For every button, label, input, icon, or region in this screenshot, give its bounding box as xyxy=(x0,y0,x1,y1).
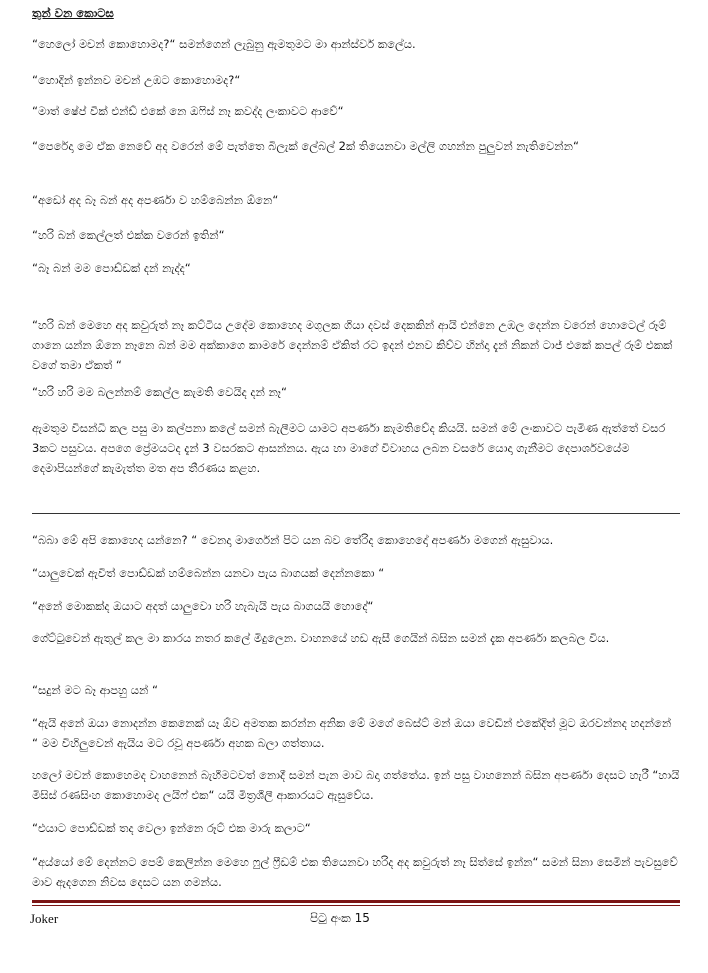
paragraph: “හරි බන් මෙහෙ අද කවුරුත් නෑ කට්ටිය උදේම කොහෙද මගුලක ගියා දවස් දෙකකින් ආයි එන්නෙ උඹල දෙන්න වරෙන් හොටෙල් රූම් ගානෙ යන්න ඕනෙ නෑනෙ බන් මම අක්කාගෙ කාමරේ දෙන්නම් ඒකිත් රට ඉදන් එනව කිව්ව හින්දා දැන් නිකන් ටාජ් එකේ කපල් රූම් එකක් වගේ තමා ඒකත් “ xyxy=(32,318,673,372)
section-divider xyxy=(32,513,680,514)
paragraph: “බෑ බන් මම පොඩ්ඩක් දන් නැද්ද“ xyxy=(32,261,191,275)
paragraph: ගේට්ටුවෙන් ඇතුල් කල මා කාරය නතර කලේ මිදුලෙන. වාහනයේ හඩ ඇසී ගෙයින් බසින සමන් දැක අපර්ණා කලබල විය. xyxy=(32,631,610,645)
paragraph: හලෝ මචන් කොහෙමද වාහනෙන් බැහීමටවත් නොදී සමන් පැන මාව බදා ගත්තේය. ඉන් පසු වාහනෙන් බසින අපර්ණා දෙසට හැරී “හායි මිසිස් රණසිංහ කොහොමද ලයිෆ් එක“ යයි මිත්‍රශීලී ආකාරයට ඇසුවේය. xyxy=(32,768,680,802)
paragraph: “හරි බන් කෙල්ලත් එක්ක වරෙන් ඉතින්“ xyxy=(32,228,225,242)
paragraph: “එයාට පොඩ්ඩක් තද වෙලා ඉන්නෙ රූට් එක මාරු කලාට“ xyxy=(32,821,311,835)
section-heading: තුන් වන කොටස xyxy=(32,6,114,20)
paragraph: “යාලුවෙක් ඇවිත් පොඩ්ඩක් හම්බෙන්න යනවා පැය බාගයක් දෙන්නකො “ xyxy=(32,566,385,580)
paragraph: ඇමතුම විසන්ධි කල පසු මා කල්පනා කලේ සමන් බැලීමට යාමට අපර්ණා කැමතිවේද කියයි. සමන් මේ ලංකාවට පැමිණ ඇත්තේ වසර 3කට පසුවය. අපගෙ ප්‍රේමයටද දැන් 3 වසරකට ආසන්නය. ඇය හා මාගේ විවාහය ලබන වසරේ යොදා ගැනීමට දෙපාර්ශවයේම දෙමාපියන්ගේ කැමැත්ත මත අප තීරණය කළහ. xyxy=(32,421,666,475)
footer-author: Joker xyxy=(30,911,59,926)
footer-rule-thin xyxy=(32,905,680,906)
paragraph: “බබා මේ අපි කොහෙද යන්නෙ? “ වෙනදා මාර්ගෙන් පිට යන බව තේරිද කොහෙදෝ අපර්ණා මගෙන් ඇසුවාය. xyxy=(32,533,554,547)
paragraph: “හරි හරි මම බලන්නම් කෙල්ල කැමති වෙයිද දන් නෑ“ xyxy=(32,385,287,399)
paragraph: “ඇයි අනේ ඔයා නොදන්න කෙනෙක් යෑ ඕව අමතක කරන්න අනික මේ මගේ බෙස්ට් මන් ඔයා වෙඩින් එකේදිත් මූට ඔරවන්නද හදන්නේ “ මම විහිලුවෙන් ඇයිය මට රවූ අපර්ණා අහක බලා ගත්තාය. xyxy=(32,716,672,750)
paragraph: “අඩෝ අද බෑ බන් අද අපර්ණා ව හම්බෙන්න ඕනෙ“ xyxy=(32,193,279,207)
paragraph: “අය්යෝ මේ දෙන්නට පෙම් කෙලින්න මෙහෙ ෆුල් ෆ්‍රීඩම් එක තියෙනවා හරිද අද කවුරුත් නෑ සිත්සේ ඉන්න“ සමන් සිනා සෙමින් පැවසුවේ මාව ඇදගෙන නිවස දෙසට යන ගමන්ය. xyxy=(32,855,678,889)
paragraph: “හෙලෝ මචන් කොහොමද?“ සමන්ගෙන් ලැබුනු ඇමතුමට මා ආන්ස්වර් කලේය. xyxy=(32,37,416,51)
paragraph: “පෙරේදා මෙ ඒක නෙවේ අද වරෙන් මේ පැත්තෙ බිලැක් ලේබල් 2ක් තියෙනවා මල්ලි ගහන්න පුලුවන් නැතිවෙන්න“ xyxy=(32,139,579,153)
paragraph: “හොදින් ඉන්නව මචන් උඹට කොහොමද?“ xyxy=(32,73,241,87)
paragraph: “මාත් ෂේප් වීක් එන්ඩ් එකේ නෙ ඔෆිස් නෑ කවද්ද ලංකාවට ආවේ“ xyxy=(32,104,344,118)
footer-rule xyxy=(32,900,680,903)
paragraph: “සදුන් මට බෑ ආපහු යන් “ xyxy=(32,683,158,697)
page-number: පිටු අංක 15 xyxy=(310,911,370,925)
paragraph: “අනේ මොකක්ද ඔයාට අදත් යාලුවො හරි හැබැයි පැය බාගයයි හොදේ“ xyxy=(32,599,374,613)
